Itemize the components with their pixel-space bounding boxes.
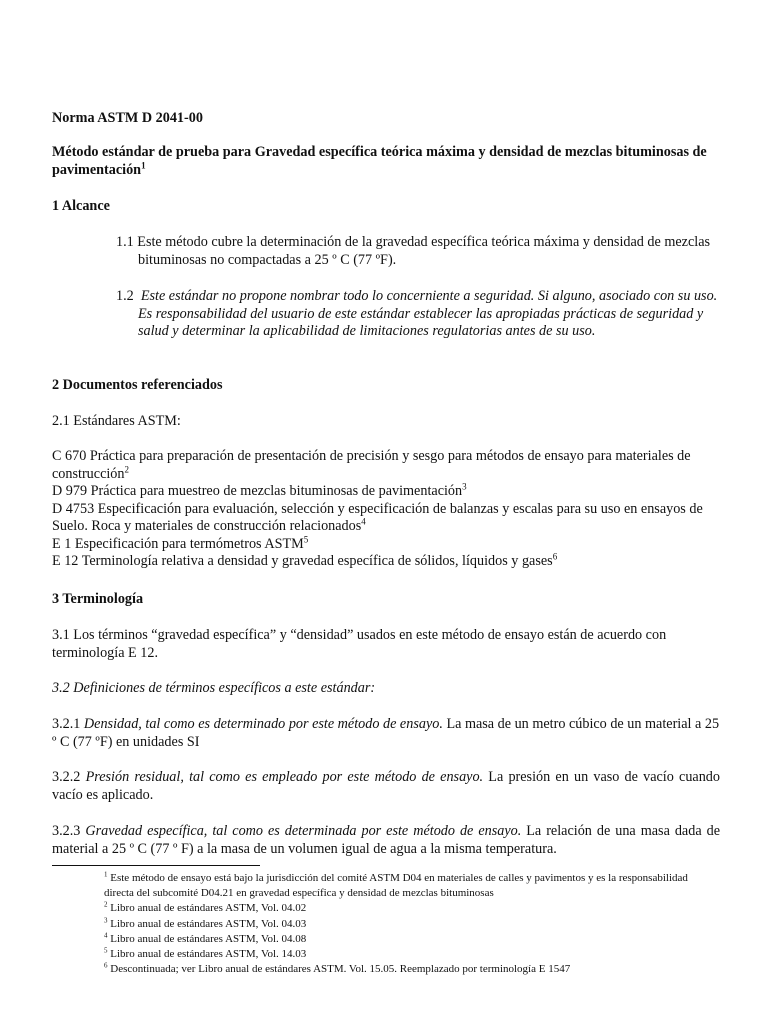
paragraph-3-2-1: 3.2.1 Densidad, tal como es determinado por este método de ensayo. La masa de un metro cúbico de un material a 25 º C (77 ºF) en unidades SI — [52, 716, 720, 750]
paragraph-3-1: 3.1 Los términos “gravedad específica” y “densidad” usados en este método de ensayo están de acuerdo con terminología E 12. — [52, 627, 667, 661]
footnote: $^3$ Libro anual de estándares ASTM, Vol. 04.03 — [104, 915, 307, 930]
paragraph-2-1: 2.1 Estándares ASTM: — [52, 413, 181, 429]
footnotes — [104, 871, 716, 977]
reference-item: C 670 Práctica para preparación de presentación de precisión y sesgo para métodos de ensayo para materiales de construcción$^2$ — [52, 448, 691, 482]
reference-list — [52, 448, 720, 571]
reference-item: E 1 Especificación para termómetros ASTM$^5$ — [52, 533, 309, 552]
footnote: $^1$ Este método de ensayo está bajo la jurisdicción del comité ASTM D04 en materiales de calles y pavimentos y es la responsabilidad directa del subcomité D04.21 en gravedad específica y densidad de mezclas bituminosas — [104, 870, 688, 900]
paragraph-1-2 — [52, 288, 720, 341]
footnote: $^2$ Libro anual de estándares ASTM, Vol. 04.02 — [104, 900, 307, 915]
paragraph-3-2-2: 3.2.2 Presión residual, tal como es empleado por este método de ensayo. La presión en un vaso de vacío cuando vacío es aplicado. — [52, 769, 720, 803]
doc-subtitle-text: Método estándar de prueba para Gravedad específica teórica máxima y densidad de mezclas bituminosas de pavimentación — [52, 144, 707, 178]
footnote-ref: 1 — [141, 159, 146, 170]
footnote-divider — [52, 865, 260, 866]
doc-title: Norma ASTM D 2041-00 — [52, 110, 203, 126]
section-3-heading: 3 Terminología — [52, 591, 144, 607]
reference-item: D 4753 Especificación para evaluación, selección y especificación de balanzas y escalas para su uso en ensayos de Suelo. Roca y materiales de construcción relacionados$^4$ — [52, 500, 703, 534]
paragraph-3-2-3: 3.2.3 Gravedad específica, tal como es determinada por este método de ensayo. La relación de una masa dada de material a 25 º C (77 º F) a la masa de un volumen igual de agua a la misma temperatura. — [52, 823, 720, 857]
paragraph-3-2: 3.2 Definiciones de términos específicos a este estándar: — [52, 680, 376, 696]
footnote: $^6$ Descontinuada; ver Libro anual de estándares ASTM. Vol. 15.05. Reemplazado por terminología E 1547 — [104, 961, 571, 976]
paragraph-1-2-text: Este estándar no propone nombrar todo lo concerniente a seguridad. Si alguno, asociado con su uso. Es responsabilidad del usuario de este estándar establecer las apropiadas prácticas de seguridad y salud y determinar la aplicabilidad de limitaciones regulatorias antes de su uso. — [138, 288, 718, 339]
footnote: $^5$ Libro anual de estándares ASTM, Vol. 14.03 — [104, 946, 307, 961]
section-2-heading: 2 Documentos referenciados — [52, 377, 223, 393]
footnote: $^4$ Libro anual de estándares ASTM, Vol. 04.08 — [104, 931, 307, 945]
section-1-heading: 1 Alcance — [52, 198, 110, 214]
paragraph-number: 1.2 — [116, 288, 134, 304]
reference-item: D 979 Práctica para muestreo de mezclas bituminosas de pavimentación$^3$ — [52, 481, 467, 499]
paragraph-1-1: 1.1 Este método cubre la determinación de la gravedad específica teórica máxima y densidad de mezclas bituminosas no compactadas a 25 º C (77 ºF). — [116, 234, 711, 268]
reference-item: E 12 Terminología relativa a densidad y gravedad específica de sólidos, líquidos y gases$^6$ — [52, 551, 558, 569]
doc-subtitle — [52, 144, 720, 179]
